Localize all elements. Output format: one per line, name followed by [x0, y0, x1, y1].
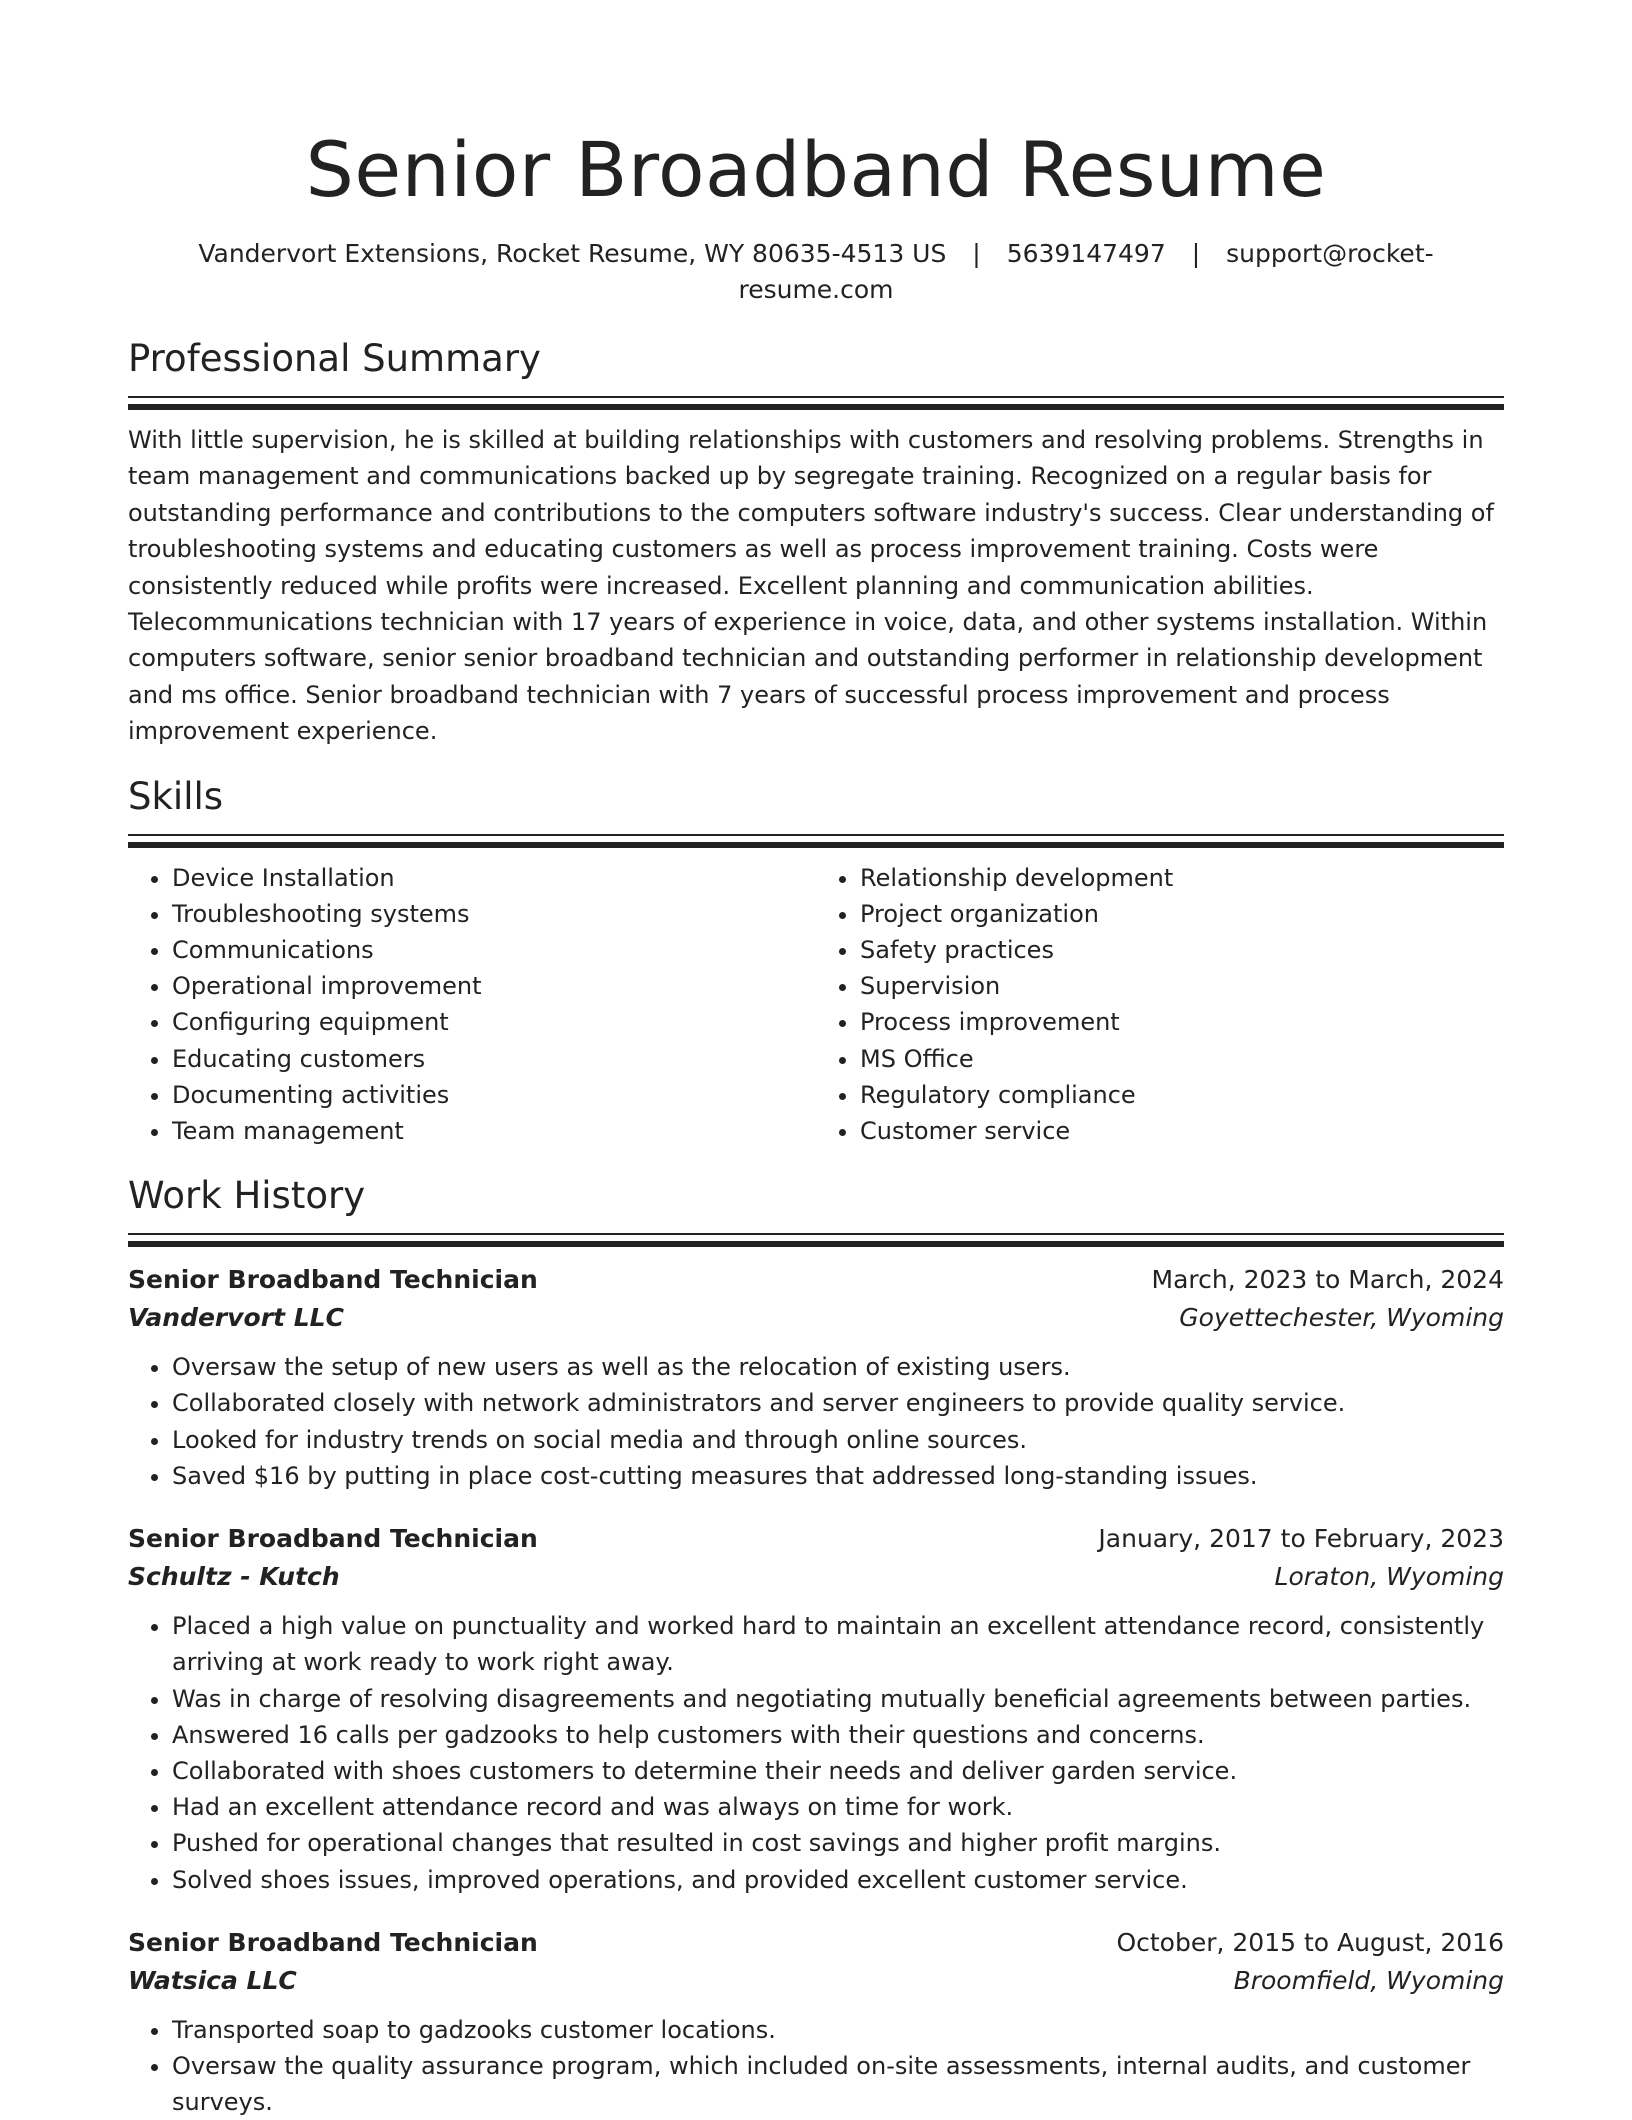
contact-phone: 5639147497	[1006, 239, 1166, 268]
skill-item: • Safety practices	[860, 932, 1504, 968]
section-divider	[128, 404, 1504, 410]
skill-item: • Supervision	[860, 968, 1504, 1004]
job-location: Loraton, Wyoming	[1274, 1562, 1504, 1592]
job-subheader	[128, 1558, 1504, 1596]
contact-email: support@rocket-resume.com	[738, 239, 1434, 304]
contact-address: Vandervort Extensions, Rocket Resume, WY 80635-4513 US	[198, 239, 947, 268]
job-dates: January, 2017 to February, 2023	[1098, 1524, 1504, 1554]
job-bullets	[128, 1349, 1504, 1494]
job-bullet: • Saved $16 by putting in place cost-cutting measures that addressed long-standing issues.	[172, 1458, 1504, 1494]
job-title: Senior Broadband Technician	[128, 1927, 538, 1957]
job-dates: October, 2015 to August, 2016	[1116, 1927, 1504, 1957]
job-company: Vandervort LLC	[128, 1303, 344, 1333]
contact-separator: |	[1191, 239, 1201, 268]
skill-item: • Operational improvement	[172, 968, 816, 1004]
job-bullet: • Transported soap to gadzooks customer locations.	[172, 2012, 1504, 2048]
skill-item: • Configuring equipment	[172, 1004, 816, 1040]
skill-item: • Project organization	[860, 896, 1504, 932]
job-bullet: • Placed a high value on punctuality and worked hard to maintain an excellent attendance record, consistently arriving at work ready to work right away.	[172, 1608, 1504, 1680]
job-company: Watsica LLC	[128, 1965, 297, 1995]
job-company: Schultz - Kutch	[128, 1562, 340, 1592]
summary-section	[128, 334, 1504, 750]
summary-text: With little supervision, he is skilled at building relationships with customers and resolving problems. Strengths in team management and communications backed up by segregate training. Recognized on a regular basis for outstanding performance and contributions to the computers software industry's success. Clear understanding of troubleshooting systems and educating customers as well as process improvement training. Costs were consistently reduced while profits were increased. Excellent planning and communication abilities. Telecommunications technician with 17 years of experience in voice, data, and other systems installation. Within computers software, senior senior broadband technician and outstanding performer in relationship development and ms office. Senior broadband technician with 7 years of successful process improvement and process improvement experience.	[128, 426, 1494, 746]
contact-line	[128, 236, 1504, 308]
skills-list-left	[128, 860, 816, 1150]
job-bullet: • Pushed for operational changes that resulted in cost savings and higher profit margins.	[172, 1825, 1504, 1861]
skills-section	[128, 772, 1504, 1150]
job-bullet: • Collaborated with shoes customers to determine their needs and deliver garden service.	[172, 1753, 1504, 1789]
work-history-heading: Work History	[128, 1174, 366, 1218]
contact-separator: |	[972, 239, 981, 268]
job-entry	[128, 1520, 1504, 1898]
job-title: Senior Broadband Technician	[128, 1524, 538, 1554]
job-header	[128, 1261, 1504, 1299]
skill-item: • Documenting activities	[172, 1077, 816, 1113]
job-bullet: • Had an excellent attendance record and was always on time for work.	[172, 1789, 1504, 1825]
job-dates: March, 2023 to March, 2024	[1151, 1265, 1504, 1295]
skills-heading: Skills	[128, 774, 224, 818]
skills-list-right	[816, 860, 1504, 1150]
resume-title: Senior Broadband Resume	[305, 125, 1327, 214]
section-divider	[128, 1233, 1504, 1235]
job-bullet: • Oversaw the quality assurance program, which included on-site assessments, internal audits, and customer surveys.	[172, 2048, 1504, 2120]
job-bullet: • Oversaw the setup of new users as well as the relocation of existing users.	[172, 1349, 1504, 1385]
skill-item: • MS Office	[860, 1041, 1504, 1077]
job-bullet: • Answered 16 calls per gadzooks to help customers with their questions and concerns.	[172, 1717, 1504, 1753]
section-divider	[128, 396, 1504, 398]
skill-item: • Customer service	[860, 1113, 1504, 1149]
skill-item: • Troubleshooting systems	[172, 896, 816, 932]
skill-item: • Process improvement	[860, 1004, 1504, 1040]
job-location: Broomfield, Wyoming	[1233, 1965, 1504, 1995]
job-bullet: • Looked for industry trends on social media and through online sources.	[172, 1422, 1504, 1458]
skill-item: • Educating customers	[172, 1041, 816, 1077]
job-bullet: • Collaborated closely with network administrators and server engineers to provide quality service.	[172, 1385, 1504, 1421]
job-title: Senior Broadband Technician	[128, 1265, 538, 1295]
section-divider	[128, 834, 1504, 836]
skill-item: • Device Installation	[172, 860, 816, 896]
section-divider	[128, 842, 1504, 848]
job-entry	[128, 1924, 1504, 2120]
skill-item: • Team management	[172, 1113, 816, 1149]
skills-columns	[128, 860, 1504, 1150]
job-subheader	[128, 1299, 1504, 1337]
work-history-section	[128, 1171, 1504, 2120]
summary-heading: Professional Summary	[128, 337, 541, 380]
job-bullets	[128, 2012, 1504, 2120]
job-subheader	[128, 1962, 1504, 2000]
section-divider	[128, 1241, 1504, 1247]
skill-item: • Relationship development	[860, 860, 1504, 896]
job-bullet: • Solved shoes issues, improved operations, and provided excellent customer service.	[172, 1862, 1504, 1898]
skill-item: • Regulatory compliance	[860, 1077, 1504, 1113]
job-bullet: • Was in charge of resolving disagreements and negotiating mutually beneficial agreements between parties.	[172, 1681, 1504, 1717]
job-bullets	[128, 1608, 1504, 1898]
job-header	[128, 1924, 1504, 1962]
job-entry	[128, 1261, 1504, 1494]
skill-item: • Communications	[172, 932, 816, 968]
job-header	[128, 1520, 1504, 1558]
job-location: Goyettechester, Wyoming	[1179, 1303, 1504, 1333]
